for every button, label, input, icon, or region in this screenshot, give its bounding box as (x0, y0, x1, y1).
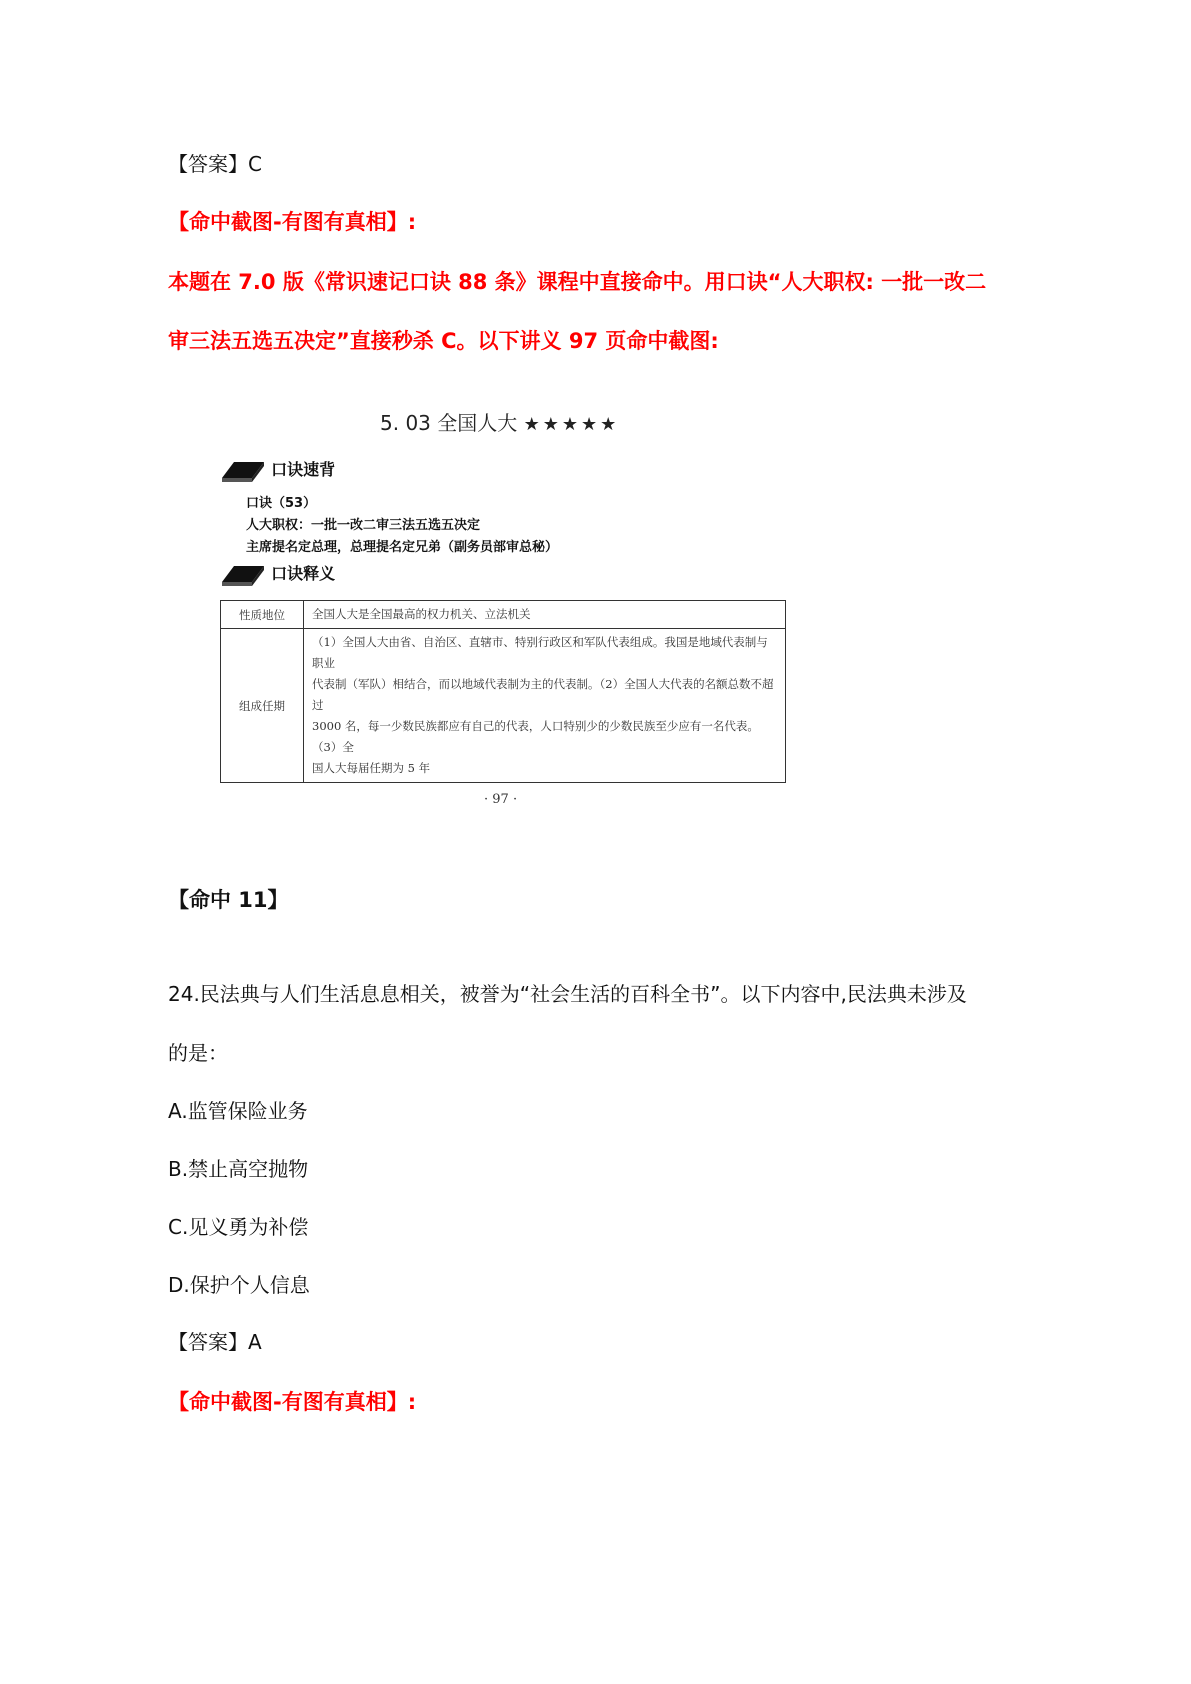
table-head-nature: 性质地位 (221, 601, 304, 629)
mnemonic-line2: 主席提名定总理，总理提名定兄弟（副务员部审总秘） (246, 540, 559, 555)
answer-q24: 【答案】A (168, 1330, 262, 1354)
screenshot-title (380, 407, 619, 436)
book-icon (220, 562, 266, 588)
option-c: C.见义勇为补偿 (168, 1215, 309, 1239)
mnemonic-line1: 人大职权：一批一改二审三法五选五决定 (246, 518, 481, 533)
npc-info-table (220, 600, 786, 783)
hit-description-line2: 审三法五选五决定”直接秒杀 C。以下讲义 97 页命中截图: (168, 329, 719, 353)
option-d: D.保护个人信息 (168, 1273, 310, 1297)
table-row (221, 601, 786, 629)
textbook-screenshot (216, 395, 796, 815)
option-b: B.禁止高空抛物 (168, 1157, 309, 1181)
mnemonic-number: 口诀（53） (246, 496, 317, 511)
table-cell-composition (304, 629, 786, 783)
hit-header-prev: 【命中截图-有图有真相】: (168, 210, 417, 234)
section-mnemonic (220, 457, 335, 484)
composition-line4: 国人大每届任期为 5 年 (312, 761, 431, 775)
mnemonic-block (246, 493, 558, 559)
page-number: · 97 · (484, 792, 518, 807)
section-title-explanation: 口诀释义 (271, 564, 336, 583)
section-explanation (220, 561, 335, 588)
option-a: A.监管保险业务 (168, 1099, 308, 1123)
table-row (221, 629, 786, 783)
table-head-composition: 组成任期 (221, 629, 304, 783)
table-cell-nature: 全国人大是全国最高的权力机关、立法机关 (304, 601, 786, 629)
composition-line1: （1）全国人大由省、自治区、直辖市、特别行政区和军队代表组成。我国是地域代表制与职业 (312, 635, 768, 670)
screenshot-title-text: 5. 03 全国人大 (380, 411, 518, 435)
composition-line2: 代表制（军队）相结合，而以地域代表制为主的代表制。（2）全国人大代表的名额总数不超过 (312, 677, 774, 712)
question-line2: 的是： (168, 1041, 228, 1065)
hit-description-line1: 本题在 7.0 版《常识速记口诀 88 条》课程中直接命中。用口诀“人大职权: 一批一改二 (168, 270, 987, 294)
composition-line3: 3000 名，每一少数民族都应有自己的代表，人口特别少的少数民族至少应有一名代表。（3）全 (312, 719, 759, 754)
answer-prev: 【答案】C (168, 152, 262, 176)
rating-stars-icon: ★★★★★ (523, 414, 620, 435)
hit-header-q24: 【命中截图-有图有真相】: (168, 1390, 417, 1414)
section-title-mnemonic: 口诀速背 (271, 460, 336, 479)
book-icon (220, 458, 266, 484)
hit-number-title: 【命中 11】 (168, 888, 289, 912)
question-line1: 24.民法典与人们生活息息相关，被誉为“社会生活的百科全书”。以下内容中,民法典未涉及 (168, 982, 967, 1006)
